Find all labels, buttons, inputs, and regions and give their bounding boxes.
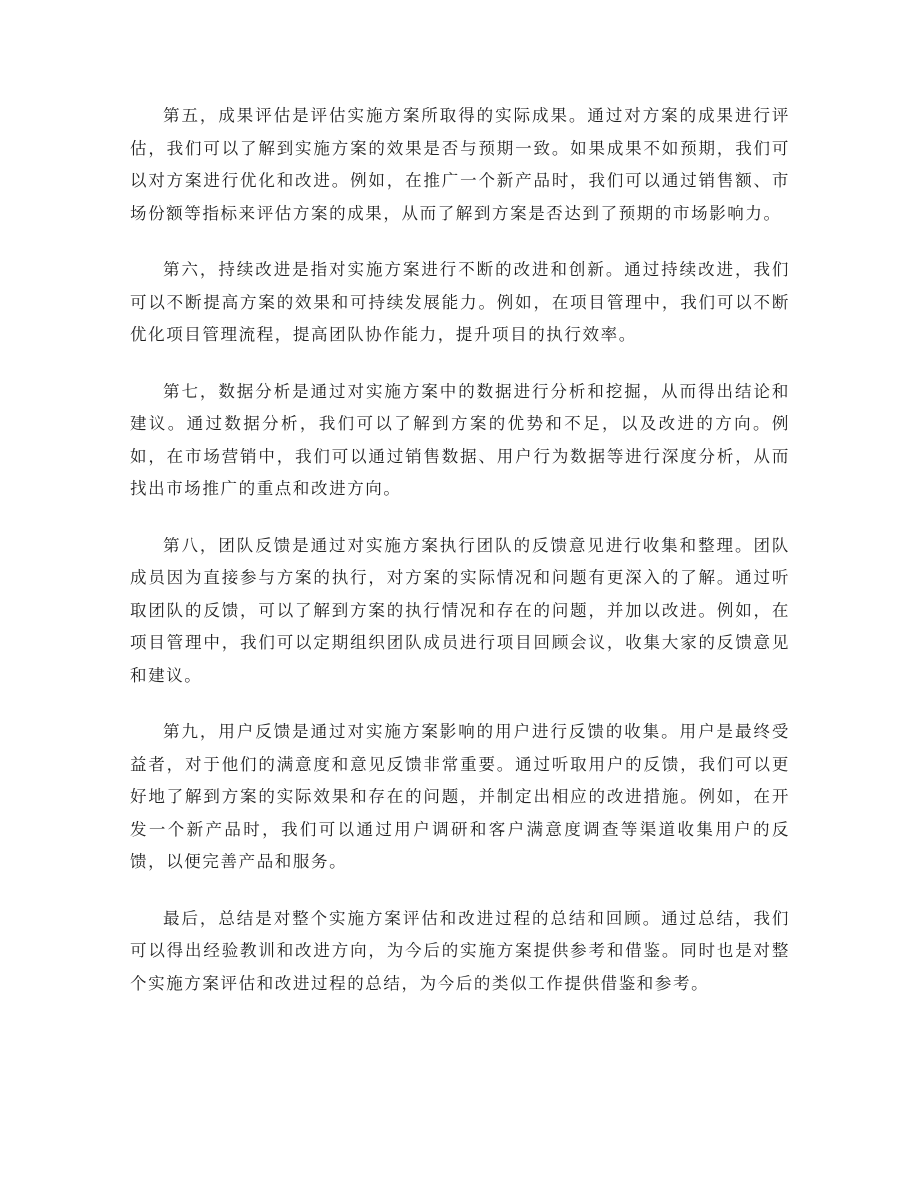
paragraph-seventh-data-analysis: 第七，数据分析是通过对实施方案中的数据进行分析和挖掘，从而得出结论和建议。通过数据分析，我们可以了解到方案的优势和不足，以及改进的方向。例如，在市场营销中，我们可以通过销售数据、用户行为数据等进行深度分析，从而找出市场推广的重点和改进方向。 [130,381,790,498]
paragraph-sixth-continuous-improvement: 第六，持续改进是指对实施方案进行不断的改进和创新。通过持续改进，我们可以不断提高方案的效果和可持续发展能力。例如，在项目管理中，我们可以不断优化项目管理流程，提高团队协作能力，提升项目的执行效率。 [130,260,790,344]
document-page [130,100,790,1024]
paragraph-final-summary: 最后，总结是对整个实施方案评估和改进过程的总结和回顾。通过总结，我们可以得出经验教训和改进方向，为今后的实施方案提供参考和借鉴。同时也是对整个实施方案评估和改进过程的总结，为今后的类似工作提供借鉴和参考。 [130,908,790,993]
paragraph-fifth-outcome-evaluation: 第五，成果评估是评估实施方案所取得的实际成果。通过对方案的成果进行评估，我们可以了解到实施方案的效果是否与预期一致。如果成果不如预期，我们可以对方案进行优化和改进。例如，在推广一个新产品时，我们可以通过销售额、市场份额等指标来评估方案的成果，从而了解到方案是否达到了预期的市场影响力。 [130,106,790,223]
paragraph-ninth-user-feedback: 第九，用户反馈是通过对实施方案影响的用户进行反馈的收集。用户是最终受益者，对于他们的满意度和意见反馈非常重要。通过听取用户的反馈，我们可以更好地了解到方案的实际效果和存在的问题，并制定出相应的改进措施。例如，在开发一个新产品时，我们可以通过用户调研和客户满意度调查等渠道收集用户的反馈，以便完善产品和服务。 [130,722,790,871]
paragraph-eighth-team-feedback: 第八，团队反馈是通过对实施方案执行团队的反馈意见进行收集和整理。团队成员因为直接参与方案的执行，对方案的实际情况和问题有更深入的了解。通过听取团队的反馈，可以了解到方案的执行情况和存在的问题，并加以改进。例如，在项目管理中，我们可以定期组织团队成员进行项目回顾会议，收集大家的反馈意见和建议。 [130,535,790,685]
